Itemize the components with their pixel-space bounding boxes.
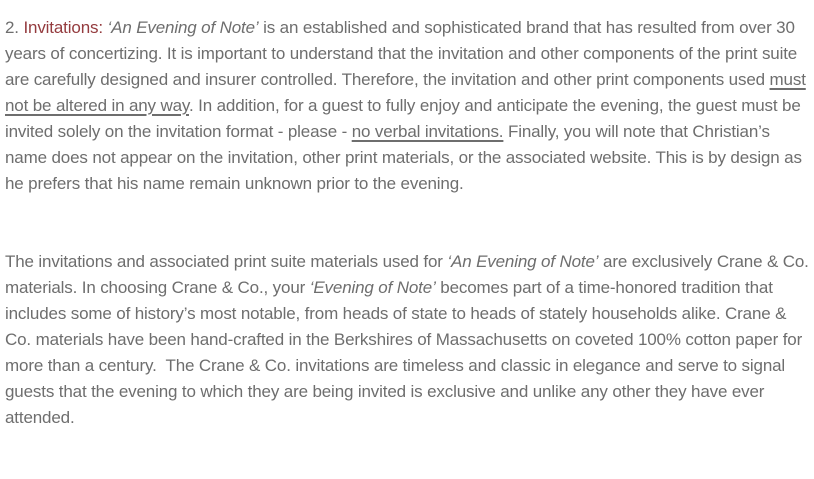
document-body <box>5 15 810 431</box>
text-segment-normal: The invitations and associated print suite materials used for <box>5 252 448 271</box>
text-segment-italic: ‘An Evening of Note’ <box>107 18 259 37</box>
text-segment-red: Invitations: <box>23 18 108 37</box>
crane-paragraph <box>5 249 810 431</box>
text-segment-normal: 2. <box>5 18 24 37</box>
text-segment-normal: is an established and sophisticated brand that has resulted from over 30 years of concertizing. It is important to understand that the invitation and other components of the print suite are carefully designed and insurer controlled. Therefore, the invitation and other print components used <box>5 18 798 89</box>
text-segment-italic: ‘Evening of Note’ <box>309 278 436 297</box>
text-segment-underline: must not be altered in any way <box>5 70 806 115</box>
text-segment-normal: . In addition, for a guest to fully enjoy and anticipate the evening, the guest must be invited solely on the invitation format - please - <box>5 96 801 141</box>
text-segment-normal: are exclusively Crane & Co. materials. In choosing Crane & Co., your <box>5 252 809 297</box>
text-segment-normal: becomes part of a time-honored tradition that includes some of history’s most notable, from heads of state to heads of stately households alike. Crane & Co. materials have been hand-crafted in the Berkshires of Massachusetts on coveted 100% cotton paper for more than a century. The Crane & Co. invitations are timeless and classic in elegance and serve to signal guests that the evening to which they are being invited is exclusive and unlike any other they have ever attended. <box>5 278 803 427</box>
text-segment-underline: no verbal invitations. <box>351 122 504 141</box>
text-segment-italic: ‘An Evening of Note’ <box>447 252 599 271</box>
invitations-paragraph <box>5 15 810 197</box>
text-segment-normal: Finally, you will note that Christian’s name does not appear on the invitation, other print materials, or the associated website. This is by design as he prefers that his name remain unknown prior to the evening. <box>5 122 802 193</box>
